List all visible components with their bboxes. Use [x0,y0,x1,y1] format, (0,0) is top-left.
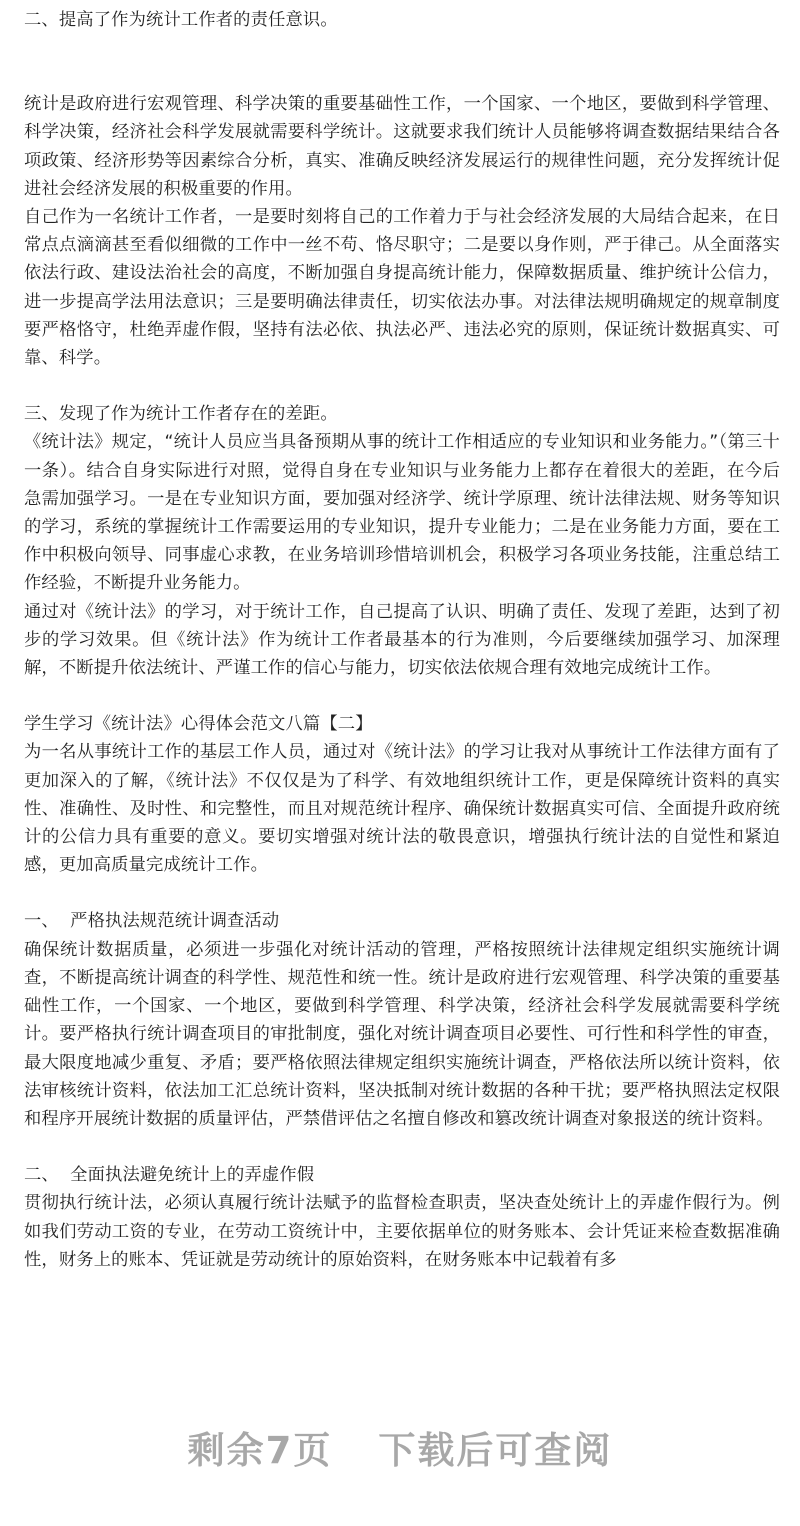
document-body [24,6,780,1274]
paragraph: 自己作为一名统计工作者，一是要时刻将自己的工作着力于与社会经济发展的大局结合起来，在日常点点滴滴甚至看似细微的工作中一丝不苟、恪尽职守；二是要以身作则，严于律己。从全面落实依法行政、建设法治社会的高度，不断加强自身提高统计能力，保障数据质量、维护统计公信力，进一步提高学法用法意识；三是要明确法律责任，切实依法办事。对法律法规明确规定的规章制度要严格恪守，杜绝弄虚作假，坚持有法必依、执法必严、违法必究的原则，保证统计数据真实、可靠、科学。 [24,207,780,369]
spacer [24,372,780,400]
spacer [24,682,780,710]
essay-title: 学生学习《统计法》心得体会范文八篇【二】 [24,714,373,735]
spacer [24,1133,780,1161]
section-heading: 二、提高了作为统计工作者的责任意识。 [24,10,338,30]
section-heading: 一、 严格执法规范统计调查活动 [24,911,280,932]
download-to-view-label: 下载后可查阅 [378,1429,613,1472]
paragraph: 《统计法》规定，“统计人员应当具备预期从事的统计工作相适应的专业知识和业务能力。”（第三十一条）。结合自身实际进行对照，觉得自身在专业知识与业务能力上都存在着很大的差距，在今后急需加强学习。一是在专业知识方面，要加强对经济学、统计学原理、统计法律法规、财务等知识的学习，系统的掌握统计工作需要运用的专业知识，提升专业能力；二是在业务能力方面，要在工作中积极向领导、同事虚心求教，在业务培训珍惜培训机会，积极学习各项业务技能，注重总结工作经验，不断提升业务能力。 [24,432,780,594]
paragraph: 为一名从事统计工作的基层工作人员，通过对《统计法》的学习让我对从事统计工作法律方面有了更加深入的了解，《统计法》不仅仅是为了科学、有效地组织统计工作，更是保障统计资料的真实性、准确性、及时性、和完整性，而且对规范统计程序、确保统计数据真实可信、全面提升政府统计的公信力具有重要的意义。要切实增强对统计法的敬畏意识，增强执行统计法的自觉性和紧迫感，更加高质量完成统计工作。 [24,742,780,876]
remaining-pages-label: 剩余7页 [187,1429,333,1472]
paragraph: 贯彻执行统计法，必须认真履行统计法赋予的监督检查职责，坚决查处统计上的弄虚作假行为。例如我们劳动工资的专业，在劳动工资统计中，主要依据单位的财务账本、会计凭证来检查数据准确性，财务上的账本、凭证就是劳动统计的原始资料，在财务账本中记载着有多 [24,1193,780,1270]
paragraph: 统计是政府进行宏观管理、科学决策的重要基础性工作，一个国家、一个地区，要做到科学管理、科学决策，经济社会科学发展就需要科学统计。这就要求我们统计人员能够将调查数据结果结合各项政策、经济形势等因素综合分析，真实、准确反映经济发展运行的规律性问题，充分发挥统计促进社会经济发展的积极重要的作用。 [24,94,780,199]
paragraph: 确保统计数据质量，必须进一步强化对统计活动的管理，严格按照统计法律规定组织实施统计调查，不断提高统计调查的科学性、规范性和统一性。统计是政府进行宏观管理、科学决策的重要基础性工作，一个国家、一个地区，要做到科学管理、科学决策，经济社会科学发展就需要科学统计。要严格执行统计调查项目的审批制度，强化对统计调查项目必要性、可行性和科学性的审查，最大限度地减少重复、矛盾；要严格依照法律规定组织实施统计调查，严格依法所以统计资料，依法审核统计资料，依法加工汇总统计资料，坚决抵制对统计数据的各种干扰；要严格执照法定权限和程序开展统计数据的质量评估，严禁借评估之名擅自修改和篡改统计调查对象报送的统计资料。 [24,939,780,1129]
spacer [24,879,780,907]
spacer [24,34,780,90]
section-heading: 二、 全面执法避免统计上的弄虚作假 [24,1165,315,1186]
section-heading: 三、发现了作为统计工作者存在的差距。 [24,404,338,425]
download-prompt[interactable] [0,1420,800,1474]
paragraph: 通过对《统计法》的学习，对于统计工作，自己提高了认识、明确了责任、发现了差距，达到了初步的学习效果。但《统计法》作为统计工作者最基本的行为准则，今后要继续加强学习、加深理解，不断提升依法统计、严谨工作的信心与能力，切实依法依规合理有效地完成统计工作。 [24,601,780,679]
